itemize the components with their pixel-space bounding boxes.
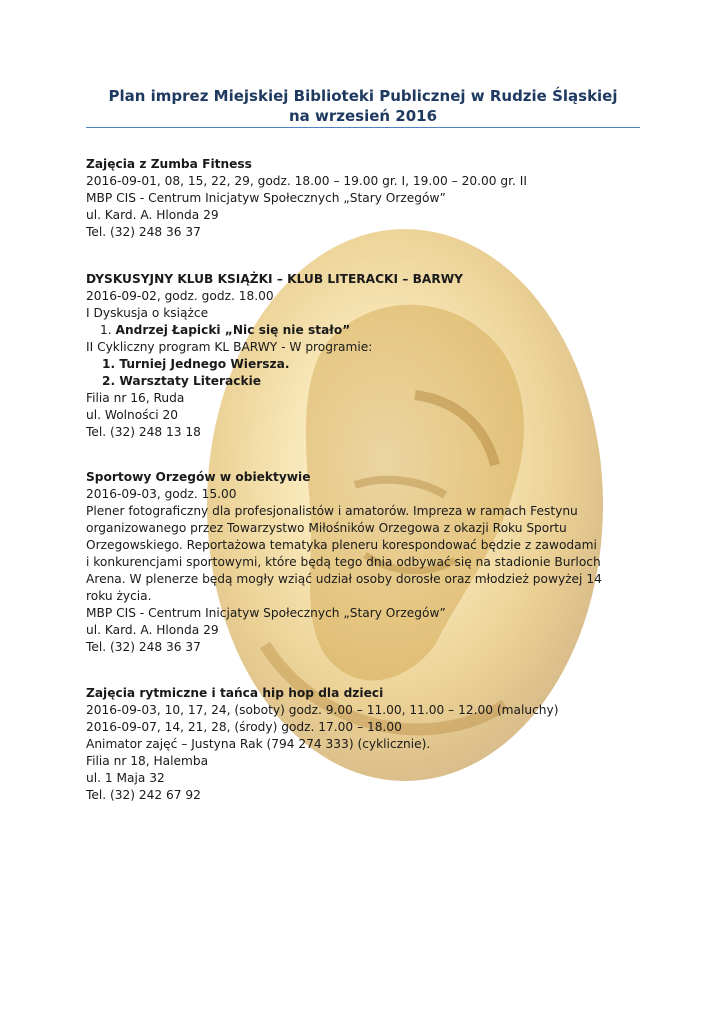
- event-phone: Tel. (32) 248 36 37: [86, 640, 201, 654]
- event-heading: Zajęcia rytmiczne i tańca hip hop dla dzieci: [86, 686, 384, 700]
- event-description-line: roku życia.: [86, 589, 152, 603]
- event-venue: Filia nr 16, Ruda: [86, 391, 185, 405]
- program-item: 2. Warsztaty Literackie: [102, 374, 262, 388]
- event-phone: Tel. (32) 248 36 37: [86, 225, 201, 239]
- book-item-number: 1.: [100, 323, 112, 337]
- event-heading: DYSKUSYJNY KLUB KSIĄŻKI – KLUB LITERACKI – BARWY: [86, 272, 463, 286]
- title-line-1: Plan imprez Miejskiej Biblioteki Publicznej w Rudzie Śląskiej: [108, 87, 618, 105]
- event-date: 2016-09-02, godz. godz. 18.00: [86, 289, 274, 303]
- title-line-2: na wrzesień 2016: [288, 107, 438, 125]
- event-address: ul. Kard. A. Hlonda 29: [86, 623, 219, 637]
- event-venue: MBP CIS - Centrum Inicjatyw Społecznych „Stary Orzegów”: [86, 606, 446, 620]
- event-date: 2016-09-01, 08, 15, 22, 29, godz. 18.00 – 19.00 gr. I, 19.00 – 20.00 gr. II: [86, 174, 527, 188]
- page-title: [86, 86, 640, 126]
- book-item-title: Andrzej Łapicki „Nic się nie stało”: [115, 323, 351, 337]
- event-description-line: Arena. W plenerze będą mogły wziąć udział osoby dorosłe oraz młodzież powyżej 14: [86, 572, 602, 586]
- event-venue: Filia nr 18, Halemba: [86, 754, 209, 768]
- event-venue: MBP CIS - Centrum Inicjatyw Społecznych „Stary Orzegów”: [86, 191, 446, 205]
- title-divider: [86, 127, 640, 128]
- event-description-line: organizowanego przez Towarzystwo Miłośników Orzegowa z okazji Roku Sportu: [86, 521, 567, 535]
- book-item: [86, 322, 646, 339]
- event-date: 2016-09-03, 10, 17, 24, (soboty) godz. 9.00 – 11.00, 11.00 – 12.00 (maluchy): [86, 703, 559, 717]
- event-heading: Zajęcia z Zumba Fitness: [86, 157, 252, 171]
- event-hip-hop: [86, 685, 646, 804]
- event-zumba: [86, 156, 646, 241]
- event-description-line: Orzegowskiego. Reportażowa tematyka pleneru korespondować będzie z zawodami: [86, 538, 597, 552]
- event-book-club: [86, 271, 646, 441]
- program-item: 1. Turniej Jednego Wiersza.: [102, 357, 290, 371]
- event-animator: Animator zajęć – Justyna Rak (794 274 333) (cyklicznie).: [86, 737, 431, 751]
- event-address: ul. Kard. A. Hlonda 29: [86, 208, 219, 222]
- event-description-line: Plener fotograficzny dla profesjonalistów i amatorów. Impreza w ramach Festynu: [86, 504, 578, 518]
- event-phone: Tel. (32) 248 13 18: [86, 425, 201, 439]
- event-photo-plein-air: [86, 469, 646, 656]
- program-part-2: II Cykliczny program KL BARWY - W programie:: [86, 340, 373, 354]
- event-address: ul. Wolności 20: [86, 408, 179, 422]
- event-heading: Sportowy Orzegów w obiektywie: [86, 470, 311, 484]
- event-description-line: i konkurencjami sportowymi, które będą tego dnia odbywać się na stadionie Burloch: [86, 555, 601, 569]
- event-phone: Tel. (32) 242 67 92: [86, 788, 201, 802]
- event-address: ul. 1 Maja 32: [86, 771, 165, 785]
- event-date: 2016-09-03, godz. 15.00: [86, 487, 237, 501]
- event-date: 2016-09-07, 14, 21, 28, (środy) godz. 17.00 – 18.00: [86, 720, 402, 734]
- program-part-1: I Dyskusja o książce: [86, 306, 209, 320]
